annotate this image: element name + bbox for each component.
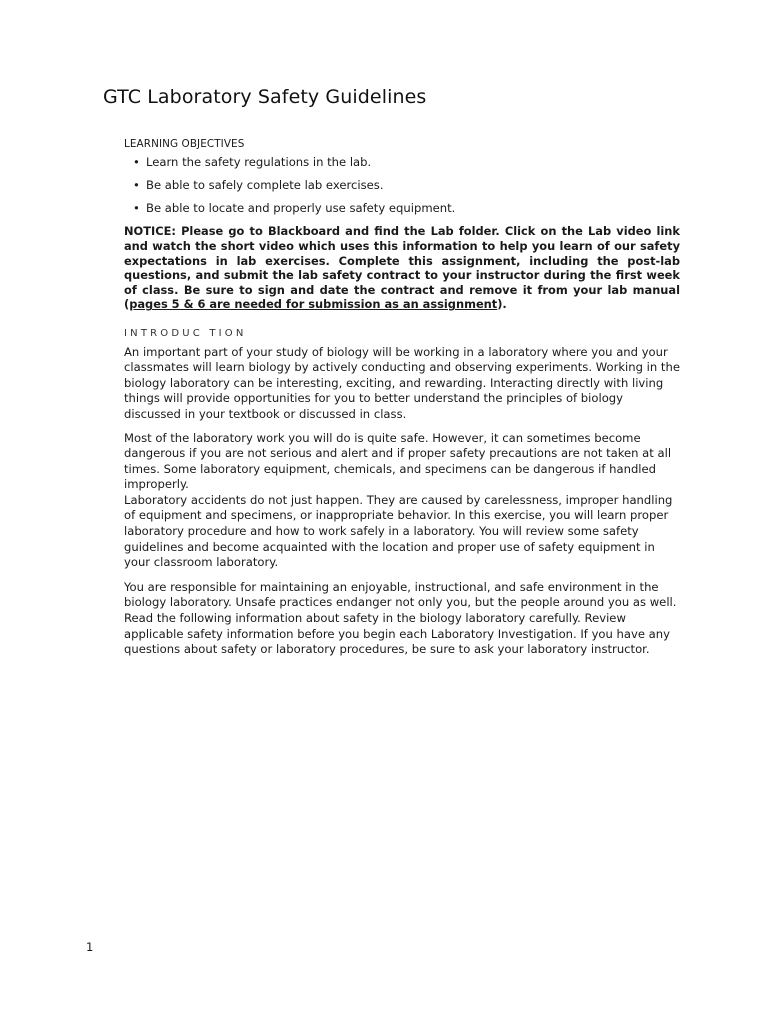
objective-item: • Learn the safety regulations in the lab. bbox=[124, 155, 680, 171]
objectives-list bbox=[124, 155, 680, 217]
introduction-heading: INTRODUC TION bbox=[124, 327, 247, 339]
intro-paragraph-1: An important part of your study of biology will be working in a laboratory where you and your classmates will learn biology by actively conducting and observing experiments. Working in the biology laboratory can be interesting, exciting, and rewarding. Interacting directly with living things will provide opportunities for you to better understand the principles of biology discussed in your textbook or discussed in class. bbox=[124, 344, 680, 421]
objective-item: • Be able to safely complete lab exercises. bbox=[124, 178, 680, 194]
notice-end: ). bbox=[497, 297, 507, 312]
notice-paragraph bbox=[124, 224, 680, 312]
intro-paragraph-2: Most of the laboratory work you will do is quite safe. However, it can sometimes become dangerous if you are not serious and alert and if proper safety precautions are not taken at all times. Some laboratory equipment, chemicals, and specimens can be dangerous if handled improperly. bbox=[124, 430, 672, 492]
notice-text: NOTICE: Please go to Blackboard and find the Lab folder. Click on the Lab video link and watch the short video which uses this information to help you learn of our safety expectations in lab exercises. Complete this assignment, including the post-lab questions, and submit the lab safety contract to your instructor during the first week of class. Be sure to sign and date the contract and remove it from your lab manual ( bbox=[124, 224, 680, 312]
page-title: GTC Laboratory Safety Guidelines bbox=[103, 86, 427, 108]
intro-paragraph-4: laboratory procedure and how to work safely in a laboratory. You will review some safety guidelines and become acquainted with the location and proper use of safety equipment in your classroom laboratory. bbox=[124, 524, 655, 570]
objectives-heading: LEARNING OBJECTIVES bbox=[124, 138, 245, 150]
intro-paragraph-5: You are responsible for maintaining an enjoyable, instructional, and safe environment in the biology laboratory. Unsafe practices endanger not only you, but the people around you as well. Read the following information about safety in the biology laboratory carefully. Review applicable safety information before you begin each Laboratory Investigation. If you have any questions about safety or laboratory procedures, be sure to ask your laboratory instructor. bbox=[124, 579, 677, 657]
intro-paragraph-3: Laboratory accidents do not just happen. They are caused by carelessness, improper handling of equipment and specimens, or inappropriate behavior. In this exercise, you will learn proper bbox=[124, 492, 673, 523]
objective-item: • Be able to locate and properly use safety equipment. bbox=[124, 201, 680, 217]
document-body bbox=[124, 137, 680, 666]
notice-underlined-text: pages 5 & 6 are needed for submission as an assignment bbox=[129, 297, 498, 312]
page-number: 1 bbox=[86, 940, 94, 954]
